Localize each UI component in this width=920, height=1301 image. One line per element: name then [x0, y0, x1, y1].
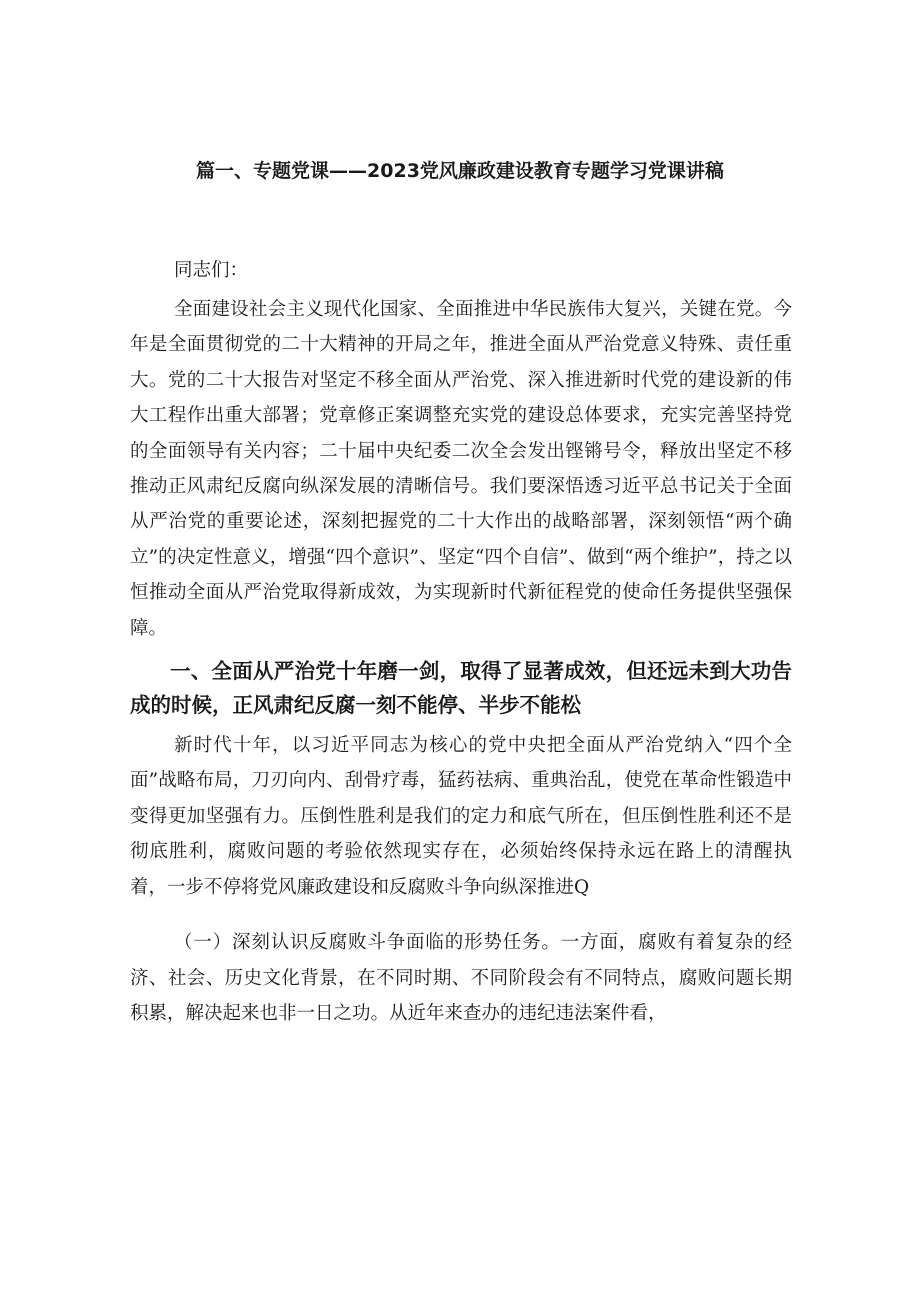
- greeting: 同志们：: [174, 260, 249, 281]
- intro-paragraph: 全面建设社会主义现代化国家、全面推进中华民族伟大复兴，关键在党。今年是全面贯彻党的二十大精神的开局之年，推进全面从严治党意义特殊、责任重大。党的二十大报告对坚定不移全面从严治党、深入推进新时代党的建设新的伟大工程作出重大部署；党章修正案调整充实党的建设总体要求，充实完善坚持党的全面领导有关内容；二十届中央纪委二次全会发出铿锵号令，释放出坚定不移推动正风肃纪反腐向纵深发展的清晰信号。我们要深悟透习近平总书记关于全面从严治党的重要论述，深刻把握党的二十大作出的战略部署，深刻领悟“两个确立”的决定性意义，增强“四个意识”、坚定“四个自信”、做到“两个维护”，持之以恒推动全面从严治党取得新成效，为实现新时代新征程党的使命任务提供坚强保障。: [130, 299, 792, 639]
- subsection-1-paragraph: （一）深刻认识反腐败斗争面临的形势任务。一方面，腐败有着复杂的经济、社会、历史文化背景，在不同时期、不同阶段会有不同特点，腐败问题长期积累，解决起来也非一日之功。从近年来查办的违纪违法案件看，: [130, 932, 792, 1024]
- section-1-paragraph: 新时代十年，以习近平同志为核心的党中央把全面从严治党纳入“四个全面”战略布局，刀刃向内、刮骨疗毒，猛药祛病、重典治乱，使党在革命性锻造中变得更加坚强有力。压倒性胜利是我们的定力和底气所在，但压倒性胜利还不是彻底胜利，腐败问题的考验依然现实存在，必须始终保持永远在路上的清醒执着，一步不停将党风廉政建设和反腐败斗争向纵深推进Q: [130, 735, 792, 898]
- document-title: 篇一、专题党课——2023党风廉政建设教育专题学习党课讲稿: [196, 160, 724, 182]
- document-body: [130, 254, 792, 1031]
- section-heading-1: 一、全面从严治党十年磨一剑，取得了显著成效，但还远未到大功告成的时候，正风肃纪反腐一刻不能停、半步不能松: [130, 659, 792, 718]
